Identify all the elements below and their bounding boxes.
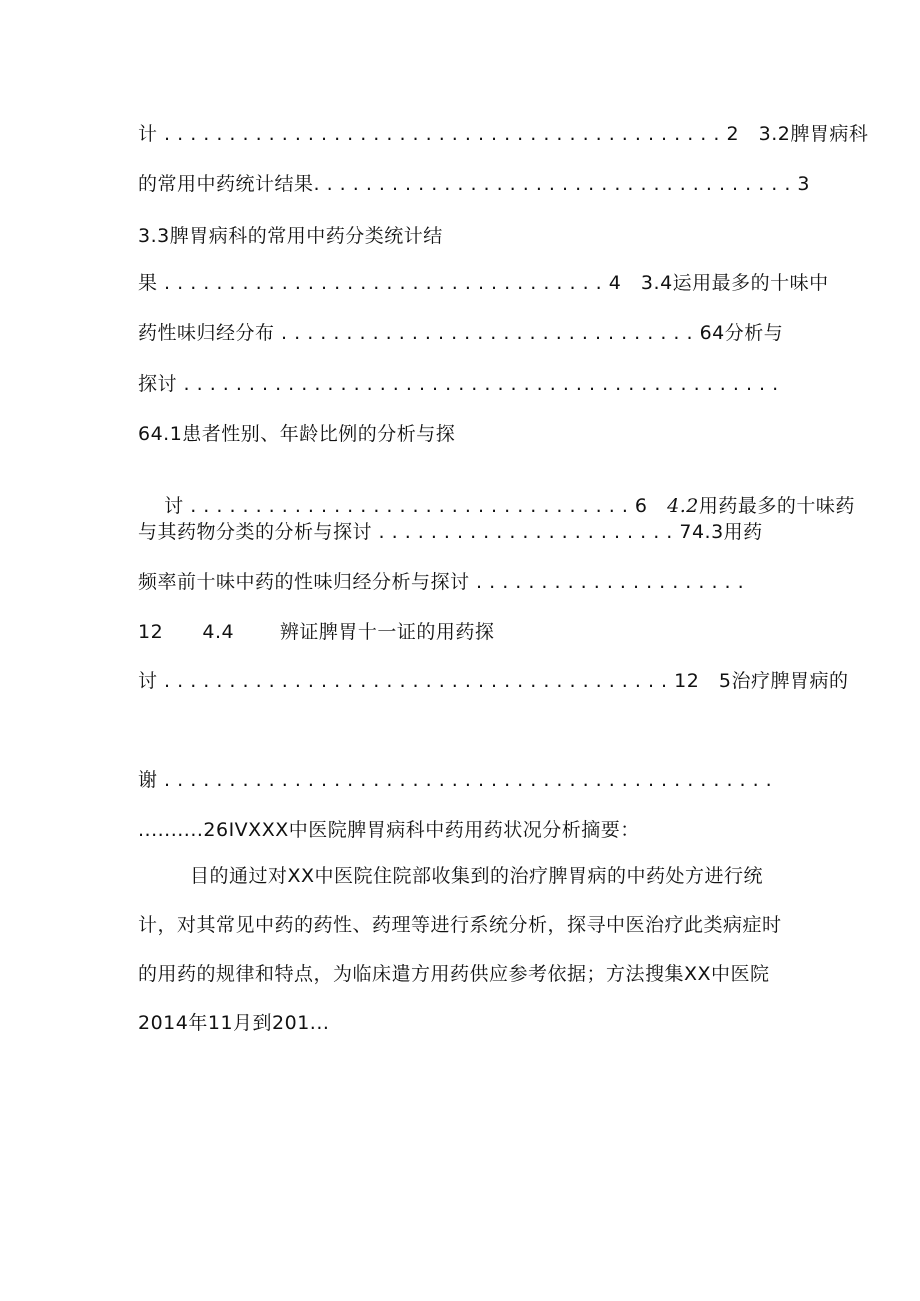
toc-line-8-suffix: 用药最多的十味药 (698, 495, 855, 517)
toc-line-12: 讨 . . . . . . . . . . . . . . . . . . . . . . . . . . . . . . . . . . . . . . . 12 5治疗脾胃病的 (138, 670, 849, 692)
toc-line-10: 频率前十味中药的性味归经分析与探讨 . . . . . . . . . . . . . . . . . . . . . (138, 571, 745, 593)
toc-line-2: 的常用中药统计结果. . . . . . . . . . . . . . . . . . . . . . . . . . . . . . . . . . . . . 3 (138, 173, 811, 195)
toc-line-3: 3.3脾胃病科的常用中药分类统计结 (138, 225, 443, 247)
toc-line-1: 计 . . . . . . . . . . . . . . . . . . . . . . . . . . . . . . . . . . . . . . . . . . . 2 3.2脾胃病科 (138, 123, 869, 145)
toc-line-6: 探讨 . . . . . . . . . . . . . . . . . . . . . . . . . . . . . . . . . . . . . . . . . . . . . . (138, 373, 779, 395)
toc-line-11: 12 4.4 辨证脾胃十一证的用药探 (138, 621, 495, 643)
abstract-paragraph: 目的通过对XX中医院住院部收集到的治疗脾胃病的中药处方进行统计，对其常见中药的药性、药理等进行系统分析，探寻中医治疗此类病症时的用药的规律和特点，为临床遣方用药供应参考依据；方法搜集XX中医院2014年11月到201... (138, 865, 782, 1034)
toc-line-9: 与其药物分类的分析与探讨 . . . . . . . . . . . . . . . . . . . . . . . 74.3用药 (138, 521, 763, 543)
toc-line-7: 64.1患者性别、年龄比例的分析与探 (138, 423, 456, 445)
toc-line-5: 药性味归经分布 . . . . . . . . . . . . . . . . . . . . . . . . . . . . . . . . 64分析与 (138, 322, 784, 344)
toc-line-8-main: 讨 . . . . . . . . . . . . . . . . . . . . . . . . . . . . . . . . . . 6 (164, 495, 648, 517)
toc-line-4: 果 . . . . . . . . . . . . . . . . . . . . . . . . . . . . . . . . . . 4 3.4运用最多的十味中 (138, 272, 829, 294)
toc-line-13: 谢 . . . . . . . . . . . . . . . . . . . . . . . . . . . . . . . . . . . . . . . . . . . . . . . (138, 769, 773, 791)
toc-line-14: ..........26IVXXX中医院脾胃病科中药用药状况分析摘要： (138, 819, 640, 841)
toc-line-8-italic-number: 4.2 (667, 495, 699, 517)
